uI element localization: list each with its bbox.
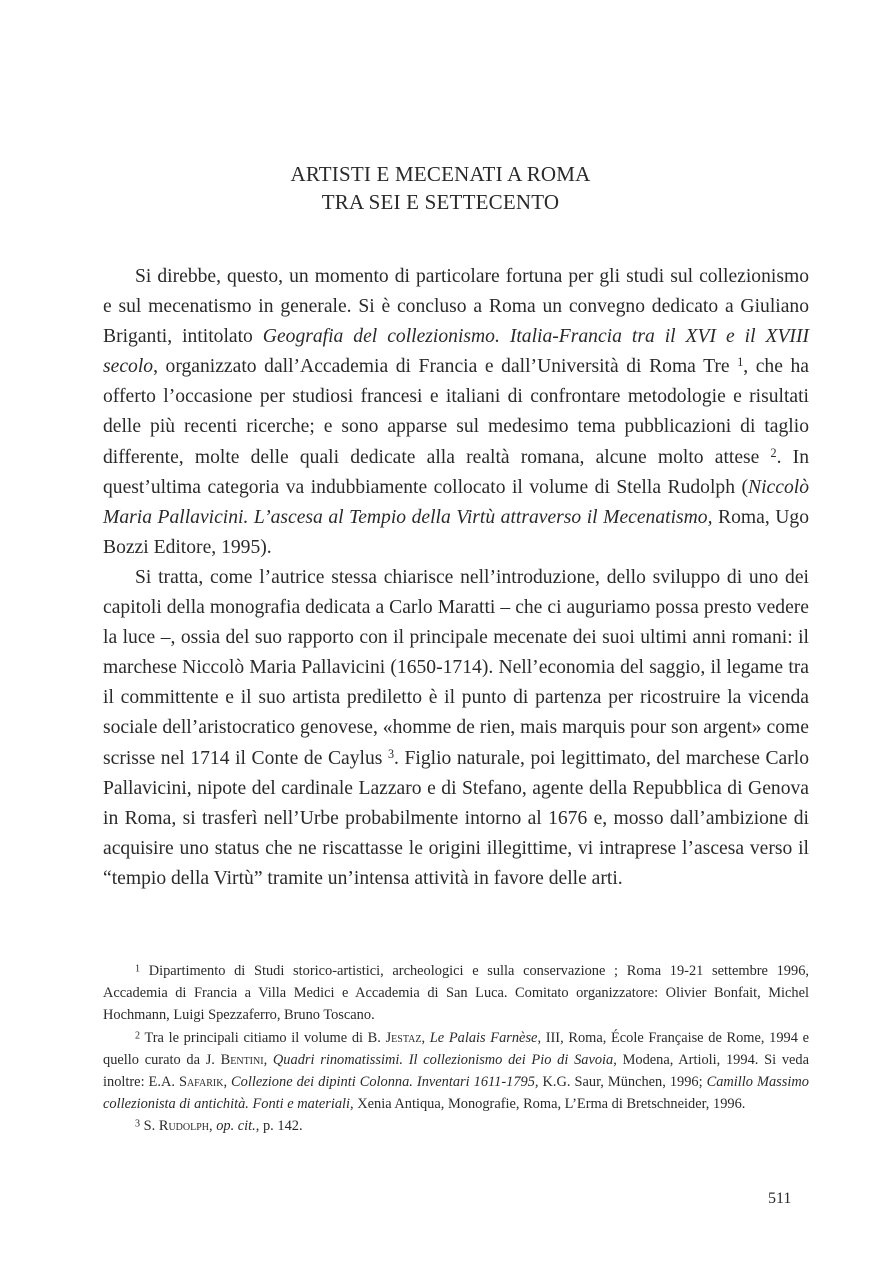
book-title: Quadri rinomatissimi. Il collezionismo dei Pio di Savoia [272,1051,614,1068]
book-title: Niccolò Maria Pallavicini. L’ascesa al Tempio della Virtù attraverso il Mecenatismo, [103,476,809,528]
footnote-1 [103,960,809,1027]
text-span: Si direbbe, questo, un momento di particolare fortuna per gli studi sul collezionismo e sul mecenatismo in generale. Si è concluso a Roma un convegno dedicato a Giuliano Briganti, intitolato [103,266,809,348]
text-span: , organizzato dall’Accademia di Francia e dall’Università di Roma Tre [153,356,738,378]
author-name: Safarik [178,1074,224,1091]
footnote-number: 2 [135,1030,141,1042]
text-span: Dipartimento di Studi storico-artistici, archeologici e sulla conservazione ; Roma 19-21 settembre 1996, Accademia di Francia a Villa Medici e Accademia di San Luca. Comitato organizzatore: Olivier Bonfait, Michel Hochmann, Luigi Spezzaferro, Bruno Toscano. [103,963,809,1024]
text-span: , p. 142. [255,1118,303,1135]
footnote-ref-3[interactable]: 3 [387,746,395,761]
author-name: Jestaz [385,1029,422,1046]
text-span: S. [140,1118,159,1135]
book-title: Collezione dei dipinti Colonna. Inventari 1611-1795, [231,1074,539,1091]
text-span: , [223,1074,232,1091]
text-span: Tra le principali citiamo il volume di B. [140,1029,386,1046]
text-span: Roma, Ugo Bozzi Editore, 1995). [103,506,809,558]
text-span: . Figlio naturale, poi legittimato, del marchese Carlo Pallavicini, nipote del cardinale Lazzaro e di Stefano, agente della Repubblica di Genova in Roma, si trasferì nell’Urbe probabilmente intorno al 1676 e, mosso dall’ambizione di acquisire uno status che ne riscattasse le origini illegittime, vi intraprese l’ascesa verso il “tempio della Virtù” tramite un’intensa attività in favore delle arti. [103,747,809,889]
book-title: Camillo Massimo collezionista di antichità. Fonti e materiali [103,1074,809,1113]
text-span: , Modena, Artioli, 1994. Si veda inoltre: E.A. [103,1051,809,1091]
footnote-2 [103,1027,809,1116]
book-title: Le Palais Farnèse [429,1029,538,1046]
title-line-1: ARTISTI E MECENATI A ROMA [290,162,591,186]
footnote-number: 3 [135,1118,141,1130]
main-text [103,262,809,894]
text-span: , [209,1118,217,1135]
footnote-3 [103,1115,809,1137]
citation-abbrev: op. cit. [216,1118,256,1135]
footnote-ref-2[interactable]: 2 [770,445,777,460]
text-span: Si tratta, come l’autrice stessa chiarisce nell’introduzione, dello sviluppo di uno dei capitoli della monografia dedicata a Carlo Maratti – che ci auguriamo possa presto vedere la luce –, ossia del suo rapporto con il principale mecenate dei suoi ultimi anni romani: il marchese Niccolò Maria Pallavicini (1650-1714). Nell’economia del saggio, il legame tra il committente e il suo artista prediletto è il punto di partenza per ricostruire la vicenda sociale dell’aristocratico genovese, «homme de rien, mais marquis pour son argent» come scrisse nel 1714 il Conte de Caylus [103,566,809,769]
footnote-number: 1 [135,963,141,975]
text-span: , Xenia Antiqua, Monografie, Roma, L’Erma di Bretschneider, 1996. [350,1096,746,1113]
text-span: , III, Roma, École Française de Rome, 1994 e quello curato da J. [103,1029,809,1068]
conference-title: Geografia del collezionismo. Italia-Francia tra il XVI e il XVIII secolo [103,326,809,378]
paragraph-2 [103,563,809,894]
footnote-ref-1[interactable]: 1 [737,355,744,370]
author-name: Rudolph [158,1118,209,1135]
text-span: . In quest’ultima categoria va indubbiamente collocato il volume di Stella Rudolph ( [103,446,809,498]
page-number: 511 [768,1190,792,1207]
text-span: , che ha offerto l’occasione per studiosi francesi e italiani di confrontare metodologie e risultati delle più recenti ricerche; e sono apparse sul medesimo tema pubblicazioni di taglio differente, molte delle quali dedicate alla realtà romana, alcune molto attese [103,356,809,468]
paragraph-1 [103,262,809,563]
author-name: Bentini [220,1051,264,1068]
article-title [0,160,881,216]
title-line-2: TRA SEI E SETTECENTO [321,190,560,214]
footnotes [103,960,809,1138]
text-span: , [421,1029,430,1046]
text-span: K.G. Saur, München, 1996; [538,1074,707,1091]
text-span: , [263,1051,273,1068]
